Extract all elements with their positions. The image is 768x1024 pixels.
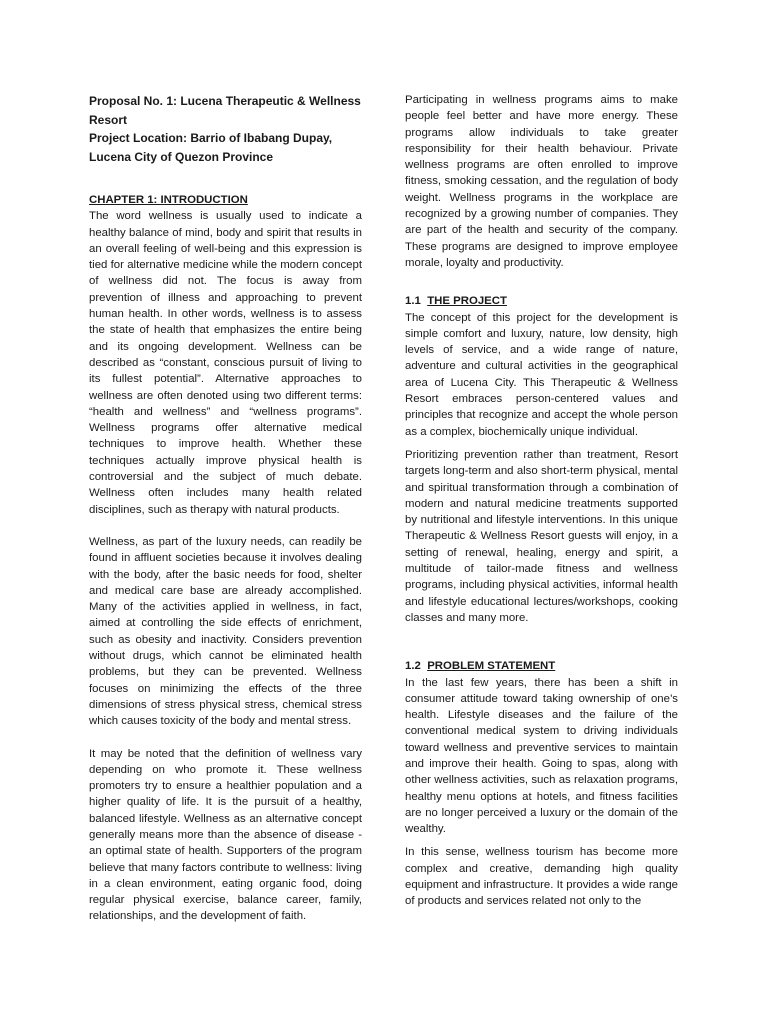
section-title: PROBLEM STATEMENT [427, 660, 556, 673]
intro-paragraph-3: It may be noted that the definition of wellness vary depending on who promote it. These wellness promoters try to ensure a healthier population and a higher quality of life. It is the pursuit of a healthy, balanced lifestyle. Wellness as an alternative concept generally means more than the absence of disease - an optimal state of health. Supporters of the program believe that many factors contribute to wellness: living in a clean environment, eating organic food, doing regular physical exercise, balance career, family, relationships, and the development of faith. [89, 747, 362, 923]
section-number: 1.2 [405, 660, 421, 673]
proposal-title: Proposal No. 1: Lucena Therapeutic & Wellness Resort [89, 94, 361, 127]
section-heading-project [405, 293, 678, 309]
project-paragraph-2: Prioritizing prevention rather than treatment, Resort targets long-term and also short-term physical, mental and spiritual transformation through a combination of modern and natural medicine treatments supported by nutritional and lifestyle interventions. In this unique Therapeutic & Wellness Resort guests will enjoy, in a setting of renewal, healing, energy and spirit, a multitude of tailor-made fitness and wellness programs, including physical activities, informal health and lifestyle educational lectures/workshops, cooking classes and many more. [405, 448, 678, 624]
right-column [405, 92, 678, 910]
project-location: Project Location: Barrio of Ibabang Dupay, Lucena City of Quezon Province [89, 131, 333, 164]
project-paragraph-1: The concept of this project for the development is simple comfort and luxury, nature, low density, high levels of service, and a wide range of nature, adventure and cultural activities in the geographical area of Lucena City. This Therapeutic & Wellness Resort embraces person-centered values and principles that recognize and accept the whole person as a complex, biochemically unique individual. [405, 311, 678, 438]
section-title: THE PROJECT [427, 295, 507, 308]
section-number: 1.1 [405, 295, 421, 308]
chapter-heading [89, 192, 362, 208]
intro-paragraph-4: Participating in wellness programs aims to make people feel better and have more energy. These programs allow individuals to take greater responsibility for their health behaviour. Private wellness programs are often enrolled to improve fitness, smoking cessation, and the regulation of body weight. Wellness programs in the workplace are recognized by a growing number of companies. They are part of the health and security of the company. These programs are designed to improve employee morale, loyalty and productivity. [405, 94, 678, 269]
intro-paragraph-2: Wellness, as part of the luxury needs, can readily be found in affluent societies because it involves dealing with the body, after the basic needs for food, shelter and medical care base are already accomplished. Many of the activities applied in wellness, in fact, aimed at controlling the side effects of enrichment, such as obesity and inactivity. Considers prevention without drugs, which cannot be eliminated health problems, but they can be prevented. Wellness focuses on minimizing the effects of the three dimensions of stress physical stress, chemical stress which causes toxicity of the body and mental stress. [89, 535, 362, 728]
chapter-heading-text: CHAPTER 1: INTRODUCTION [89, 194, 248, 206]
left-column [89, 92, 362, 925]
intro-paragraph-1: The word wellness is usually used to indicate a healthy balance of mind, body and spirit that results in an overall feeling of well-being and this expression is tied for alternative medicine while the modern concept of wellness did not. The focus is away from prevention of illness and approaching to prevent human health. In other words, wellness is to assess the state of health that emphasizes the entire being and its ongoing development. Wellness can be described as “constant, conscious pursuit of living to its fullest potential”. Alternative approaches to wellness are often denoted using two different terms: “health and wellness” and “wellness programs”. Wellness programs offer alternative medical techniques to improve health. Whether these techniques actually improve physical health is controversial and the subject of much debate. Wellness often includes many health related disciplines, such as therapy with natural products. [89, 210, 362, 516]
section-heading-problem [405, 658, 678, 674]
problem-paragraph-2: In this sense, wellness tourism has become more complex and creative, demanding high quality equipment and infrastructure. It provides a wide range of products and services related not only to the [405, 846, 678, 908]
problem-paragraph-1: In the last few years, there has been a shift in consumer attitude toward taking ownership of one’s health. Lifestyle diseases and the failure of the conventional medical system to driving individuals toward wellness and preventive services to maintain and improve their health. Going to spas, along with other wellness activities, such as relaxation programs, healthy menu options at hotels, and fitness facilities are no longer perceived a luxury or the domain of the wealthy. [405, 676, 678, 836]
